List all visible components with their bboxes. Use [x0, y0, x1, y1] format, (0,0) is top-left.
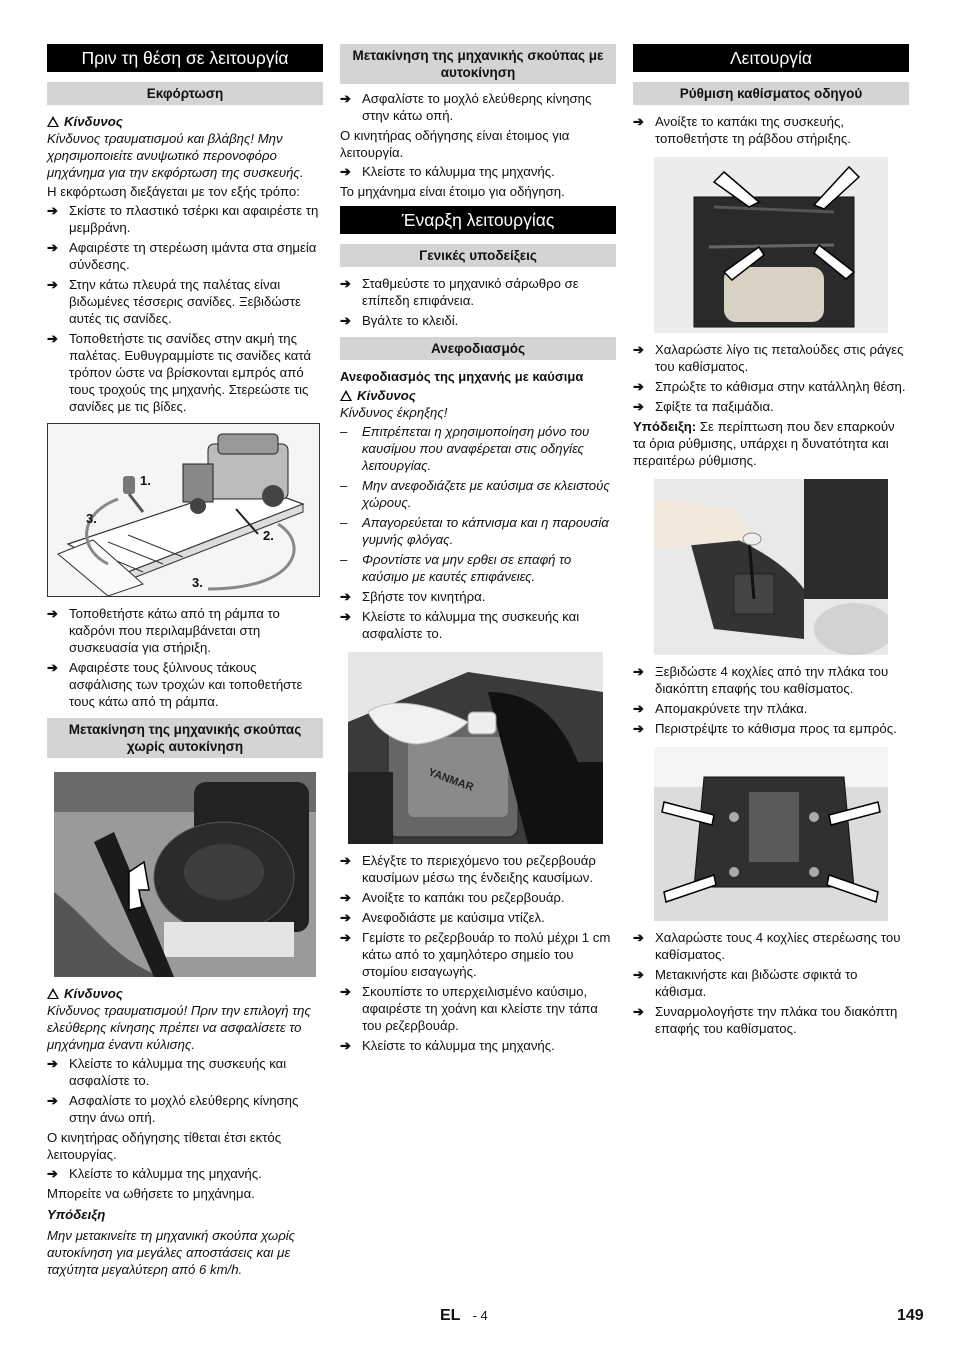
list-item: ➔ Απομακρύνετε την πλάκα.: [633, 701, 808, 716]
list-item: ➔ Ξεβιδώστε 4 κοχλίες από την πλάκα του διακόπτη επαφής του καθίσματος.: [633, 664, 889, 696]
warning-triangle-icon: [47, 988, 59, 999]
list-item: – Επιτρέπεται η χρησιμοποίηση μόνο του καυσίμου που αναφέρεται στις οδηγίες λειτουργίας.: [340, 424, 590, 473]
arrow-right-icon: ➔: [633, 342, 644, 357]
page-number: 149: [897, 1307, 924, 1324]
arrow-right-icon: ➔: [633, 967, 644, 982]
unload-intro: Η εκφόρτωση διεξάγεται με τον εξής τρόπο:: [47, 184, 300, 199]
note-text: Ο κινητήρας οδήγησης είναι έτοιμος για λειτουργία.: [340, 128, 570, 160]
list-item: ➔ Βγάλτε το κλειδί.: [340, 313, 459, 328]
arrow-right-icon: ➔: [633, 399, 644, 414]
arrow-right-icon: ➔: [47, 660, 58, 675]
arrow-right-icon: ➔: [47, 1093, 58, 1108]
subheading-move-without-drive: Μετακίνηση της μηχανικής σκούπας χωρίς αυτοκίνηση: [47, 718, 323, 758]
list-item: ➔ Μετακινήστε και βιδώστε σφικτά το κάθισμα.: [633, 967, 858, 999]
arrow-right-icon: ➔: [633, 1004, 644, 1019]
hint-text: Σε περίπτωση που δεν επαρκούν τα όρια ρύθμισης, υπάρχει η δυνατότητα και περαιτέρω ρύθμισης.: [633, 419, 895, 468]
refuel-photo: [348, 652, 603, 844]
list-item: ➔ Τοποθετήστε τις σανίδες στην ακμή της παλέτας. Ευθυγραμμίστε τις σανίδες κατά τρόπον ώστε να βρίσκονται εμπρός από τους τροχούς της μηχανής. Στερεώστε τις σανίδες με τις βίδες.: [47, 331, 312, 414]
unloading-illustration: [47, 423, 320, 597]
danger-text: Κίνδυνος τραυματισμού και βλάβης! Μην χρησιμοποιείτε ανυψωτικό περονοφόρο μηχάνημα για την εκφόρτωση της συσκευής.: [47, 131, 304, 180]
arrow-right-icon: ➔: [340, 1038, 351, 1053]
arrow-right-icon: ➔: [633, 701, 644, 716]
list-item: ➔ Τοποθετήστε κάτω από τη ράμπα το καδρόνι που περιλαμβάνεται στη συσκευασία για στήριξη.: [47, 606, 280, 655]
arrow-right-icon: ➔: [340, 609, 351, 624]
hint-label: Υπόδειξη:: [633, 419, 697, 434]
list-item: – Απαγορεύεται το κάπνισμα και η παρουσία γυμνής φλόγας.: [340, 515, 609, 547]
arrow-right-icon: ➔: [340, 91, 351, 106]
arrow-right-icon: ➔: [340, 164, 351, 179]
list-item: – Μην ανεφοδιάζετε με καύσιμα σε κλειστούς χώρους.: [340, 478, 610, 510]
list-item: ➔ Ανοίξτε το καπάκι της συσκευής, τοποθετήστε τη ράβδου στήριξης.: [633, 114, 851, 146]
section-heading-before-operation: Πριν τη θέση σε λειτουργία: [47, 44, 323, 72]
list-item: ➔ Χαλαρώστε τους 4 κοχλίες στερέωσης του καθίσματος.: [633, 930, 901, 962]
list-item: ➔ Κλείστε το κάλυμμα της μηχανής.: [340, 1038, 555, 1053]
list-item: ➔ Αφαιρέστε τη στερέωση ιμάντα στα σημεία σύνδεσης.: [47, 240, 317, 272]
list-item: ➔ Σταθμεύστε το μηχανικό σάρωθρο σε επίπεδη επιφάνεια.: [340, 276, 579, 308]
list-item: ➔ Κλείστε το κάλυμμα της συσκευής και ασφαλίστε το.: [340, 609, 580, 641]
warning-triangle-icon: [47, 116, 59, 127]
subheading-refuel: Ανεφοδιασμός: [340, 337, 616, 360]
arrow-right-icon: ➔: [47, 277, 58, 292]
subheading-unloading: Εκφόρτωση: [47, 82, 323, 105]
arrow-right-icon: ➔: [633, 930, 644, 945]
arrow-right-icon: ➔: [340, 589, 351, 604]
note-text: Το μηχάνημα είναι έτοιμο για οδήγηση.: [340, 184, 565, 199]
list-item: ➔ Κλείστε το κάλυμμα της μηχανής.: [340, 164, 555, 179]
arrow-right-icon: ➔: [47, 240, 58, 255]
list-item: ➔ Γεμίστε το ρεζερβουάρ το πολύ μέχρι 1 cm κάτω από το χαμηλότερο σημείο του στομίου εισαγωγής.: [340, 930, 611, 979]
list-item: ➔ Ασφαλίστε το μοχλό ελεύθερης κίνησης στην άνω οπή.: [47, 1093, 299, 1125]
arrow-right-icon: ➔: [340, 890, 351, 905]
warning-triangle-icon: [340, 390, 352, 401]
refuel-subtitle: Ανεφοδιασμός της μηχανής με καύσιμα: [340, 369, 584, 384]
engine-lever-photo: [54, 772, 316, 977]
seat-plate-photo: [654, 479, 888, 655]
arrow-right-icon: ➔: [633, 721, 644, 736]
figure-label-3a: 3.: [86, 511, 97, 526]
hint-label: Υπόδειξη: [47, 1207, 106, 1222]
arrow-right-icon: ➔: [47, 1166, 58, 1181]
subheading-general-notes: Γενικές υποδείξεις: [340, 244, 616, 267]
list-item: ➔ Σφίξτε τα παξιμάδια.: [633, 399, 774, 414]
note-text: Μπορείτε να ωθήσετε το μηχάνημα.: [47, 1186, 255, 1201]
section-heading-operation: Λειτουργία: [633, 44, 909, 72]
list-item: ➔ Συναρμολογήστε την πλάκα του διακόπτη επαφής του καθίσματος.: [633, 1004, 898, 1036]
column-3: [633, 44, 909, 1040]
arrow-right-icon: ➔: [340, 910, 351, 925]
arrow-right-icon: ➔: [340, 313, 351, 328]
yanmar-logo-text: YANMAR: [426, 766, 475, 794]
list-item: ➔ Σβήστε τον κινητήρα.: [340, 589, 486, 604]
list-item: ➔ Κλείστε το κάλυμμα της μηχανής.: [47, 1166, 262, 1181]
column-2: [340, 44, 616, 1057]
page-footer-lang: [440, 1307, 488, 1324]
ramp-steps: [47, 605, 323, 710]
figure-label-2: 2.: [263, 528, 274, 543]
danger-warning: [47, 113, 323, 130]
footer-section: - 4: [472, 1308, 488, 1323]
seat-rails-photo: [654, 157, 888, 333]
list-item: ➔ Στην κάτω πλευρά της παλέτας είναι βιδωμένες τέσσερις σανίδες. Ξεβιδώστε αυτές τις σανίδες.: [47, 277, 301, 326]
figure-label-3b: 3.: [192, 575, 203, 590]
arrow-right-icon: ➔: [633, 114, 644, 129]
list-item: ➔ Περιστρέψτε το κάθισμα προς τα εμπρός.: [633, 721, 897, 736]
unload-steps: [47, 202, 323, 415]
arrow-right-icon: ➔: [340, 984, 351, 999]
arrow-right-icon: ➔: [340, 276, 351, 291]
arrow-right-icon: ➔: [340, 853, 351, 868]
section-heading-start-operation: Έναρξη λειτουργίας: [340, 206, 616, 234]
list-item: ➔ Σπρώξτε το κάθισμα στην κατάλληλη θέση.: [633, 379, 906, 394]
danger-label: Κίνδυνος: [64, 986, 123, 1001]
list-item: – Φροντίστε να μην ερθει σε επαφή το καύσιμο με καυτές επιφάνειες.: [340, 552, 572, 584]
hint-text: Μην μετακινείτε τη μηχανική σκούπα χωρίς αυτοκίνηση για μεγάλες αποστάσεις και με ταχύτητα μεγαλύτερη από 6 km/h.: [47, 1228, 296, 1277]
list-item: ➔ Ανοίξτε το καπάκι του ρεζερβουάρ.: [340, 890, 565, 905]
list-item: ➔ Σκίστε το πλαστικό τσέρκι και αφαιρέστε τη μεμβράνη.: [47, 203, 319, 235]
arrow-right-icon: ➔: [47, 331, 58, 346]
list-item: ➔ Ελέγξτε το περιεχόμενο του ρεζερβουάρ καυσίμων μέσω της ένδειξης καυσίμων.: [340, 853, 596, 885]
list-item: ➔ Ανεφοδιάστε με καύσιμα ντίζελ.: [340, 910, 545, 925]
arrow-right-icon: ➔: [340, 930, 351, 945]
arrow-right-icon: ➔: [633, 664, 644, 679]
hint-paragraph: [633, 418, 909, 469]
danger-text: Κίνδυνος έκρηξης!: [340, 405, 448, 420]
danger-text: Κίνδυνος τραυματισμού! Πριν την επιλογή της ελεύθερης κίνησης πρέπει να ασφαλίσετε το μηχάνημα έναντι κύλισης.: [47, 1003, 311, 1052]
note-text: Ο κινητήρας οδήγησης τίθεται έτσι εκτός λειτουργίας.: [47, 1130, 282, 1162]
danger-label: Κίνδυνος: [357, 388, 416, 403]
list-item: ➔ Σκουπίστε το υπερχειλισμένο καύσιμο, αφαιρέστε τη χοάνη και κλείστε την τάπα του ρεζερβουάρ.: [340, 984, 598, 1033]
danger-warning-2: [47, 985, 323, 1002]
danger-warning: [340, 387, 616, 404]
arrow-right-icon: ➔: [47, 1056, 58, 1071]
subheading-move-with-drive: Μετακίνηση της μηχανικής σκούπας με αυτοκίνηση: [340, 44, 616, 84]
arrow-right-icon: ➔: [47, 606, 58, 621]
column-1: [47, 44, 323, 1280]
footer-language: EL: [440, 1307, 461, 1324]
danger-label: Κίνδυνος: [64, 114, 123, 129]
arrow-right-icon: ➔: [633, 379, 644, 394]
list-item: ➔ Χαλαρώστε λίγο τις πεταλούδες στις ράγες του καθίσματος.: [633, 342, 904, 374]
figure-label-1: 1.: [140, 473, 151, 488]
list-item: ➔ Ασφαλίστε το μοχλό ελεύθερης κίνησης στην κάτω οπή.: [340, 91, 592, 123]
subheading-seat-adjustment: Ρύθμιση καθίσματος οδηγού: [633, 82, 909, 105]
seat-bolts-photo: [654, 747, 888, 921]
arrow-right-icon: ➔: [47, 203, 58, 218]
list-item: ➔ Αφαιρέστε τους ξύλινους τάκους ασφάλισης των τροχών και τοποθετήστε τους κάτω από τη ράμπα.: [47, 660, 303, 709]
list-item: ➔ Κλείστε το κάλυμμα της συσκευής και ασφαλίστε το.: [47, 1056, 287, 1088]
